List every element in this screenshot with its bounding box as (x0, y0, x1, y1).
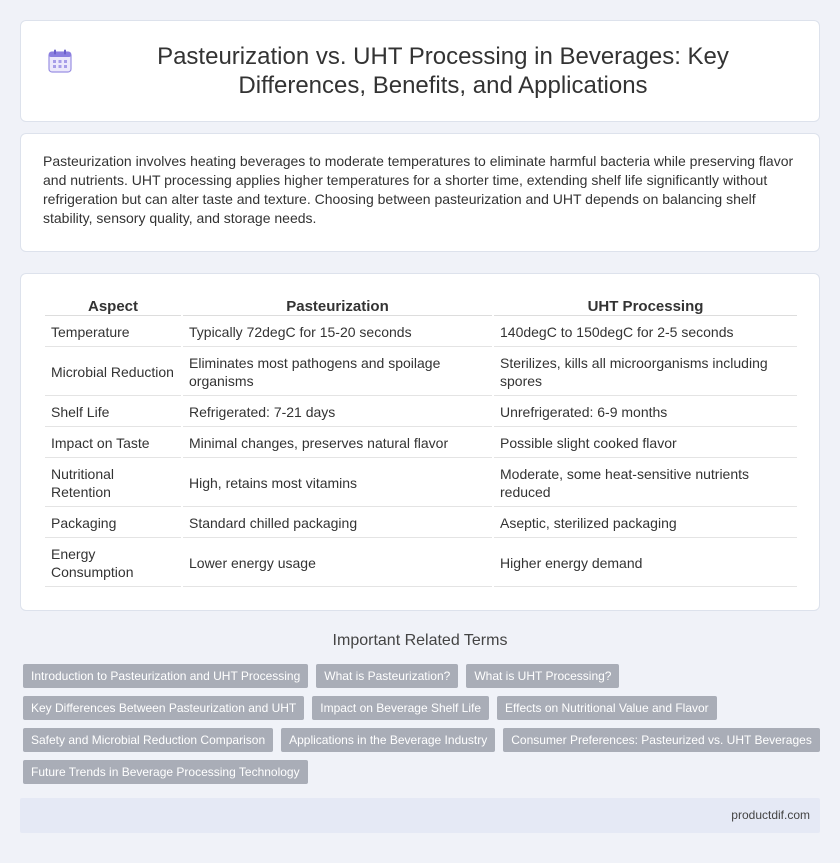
tag-row (23, 728, 823, 752)
table-cell-uht: Possible slight cooked flavor (494, 429, 797, 458)
table-cell-pasteurization: Typically 72degC for 15-20 seconds (183, 318, 492, 347)
related-terms-list (23, 664, 823, 792)
intro-card (20, 133, 820, 252)
related-terms-heading: Important Related Terms (332, 632, 508, 649)
calendar-icon (47, 48, 73, 74)
table-cell-aspect: Energy Consumption (45, 540, 181, 587)
related-term-tag[interactable]: Safety and Microbial Reduction Comparison (23, 728, 273, 752)
table-cell-uht: 140degC to 150degC for 2-5 seconds (494, 318, 797, 347)
related-term-tag[interactable]: What is Pasteurization? (316, 664, 458, 688)
table-cell-pasteurization: High, retains most vitamins (183, 460, 492, 507)
table-cell-uht: Higher energy demand (494, 540, 797, 587)
tag-row (23, 760, 823, 784)
title-card (20, 20, 820, 122)
table-cell-uht: Unrefrigerated: 6-9 months (494, 398, 797, 427)
related-term-tag[interactable]: Consumer Preferences: Pasteurized vs. UHT Beverages (503, 728, 820, 752)
comparison-card (20, 273, 820, 611)
intro-paragraph: Pasteurization involves heating beverages to moderate temperatures to eliminate harmful bacteria while preserving flavor and nutrients. UHT processing applies higher temperatures for a shorter time, extending shelf life significantly without refrigeration but can alter taste and texture. Choosing between pasteurization and UHT depends on balancing shelf stability, sensory quality, and storage needs. (43, 153, 794, 226)
related-term-tag[interactable]: Key Differences Between Pasteurization and UHT (23, 696, 304, 720)
footer-site-link[interactable]: productdif.com (731, 808, 810, 822)
table-cell-uht: Aseptic, sterilized packaging (494, 509, 797, 538)
table-cell-pasteurization: Standard chilled packaging (183, 509, 492, 538)
table-cell-pasteurization: Minimal changes, preserves natural flavor (183, 429, 492, 458)
table-row (45, 398, 797, 427)
comparison-table (43, 292, 799, 589)
table-row (45, 429, 797, 458)
table-cell-pasteurization: Lower energy usage (183, 540, 492, 587)
table-cell-pasteurization: Eliminates most pathogens and spoilage organisms (183, 349, 492, 396)
table-row (45, 509, 797, 538)
table-cell-aspect: Impact on Taste (45, 429, 181, 458)
column-header-pasteurization: Pasteurization (183, 294, 492, 316)
column-header-aspect: Aspect (45, 294, 181, 316)
related-term-tag[interactable]: Effects on Nutritional Value and Flavor (497, 696, 717, 720)
related-term-tag[interactable]: Impact on Beverage Shelf Life (312, 696, 489, 720)
table-cell-aspect: Microbial Reduction (45, 349, 181, 396)
table-cell-pasteurization: Refrigerated: 7-21 days (183, 398, 492, 427)
tag-row (23, 696, 823, 720)
related-term-tag[interactable]: Future Trends in Beverage Processing Technology (23, 760, 308, 784)
table-cell-aspect: Shelf Life (45, 398, 181, 427)
table-cell-aspect: Packaging (45, 509, 181, 538)
table-row (45, 349, 797, 396)
footer (20, 798, 820, 833)
page-title: Pasteurization vs. UHT Processing in Beverages: Key Differences, Benefits, and Applications (157, 43, 729, 99)
column-header-uht: UHT Processing (494, 294, 797, 316)
table-row (45, 540, 797, 587)
table-row (45, 318, 797, 347)
related-term-tag[interactable]: Applications in the Beverage Industry (281, 728, 495, 752)
tag-row (23, 664, 823, 688)
table-header-row (45, 294, 797, 316)
related-term-tag[interactable]: Introduction to Pasteurization and UHT Processing (23, 664, 308, 688)
table-cell-uht: Moderate, some heat-sensitive nutrients reduced (494, 460, 797, 507)
table-row (45, 460, 797, 507)
table-cell-aspect: Temperature (45, 318, 181, 347)
table-cell-uht: Sterilizes, kills all microorganisms including spores (494, 349, 797, 396)
table-cell-aspect: Nutritional Retention (45, 460, 181, 507)
related-term-tag[interactable]: What is UHT Processing? (466, 664, 619, 688)
